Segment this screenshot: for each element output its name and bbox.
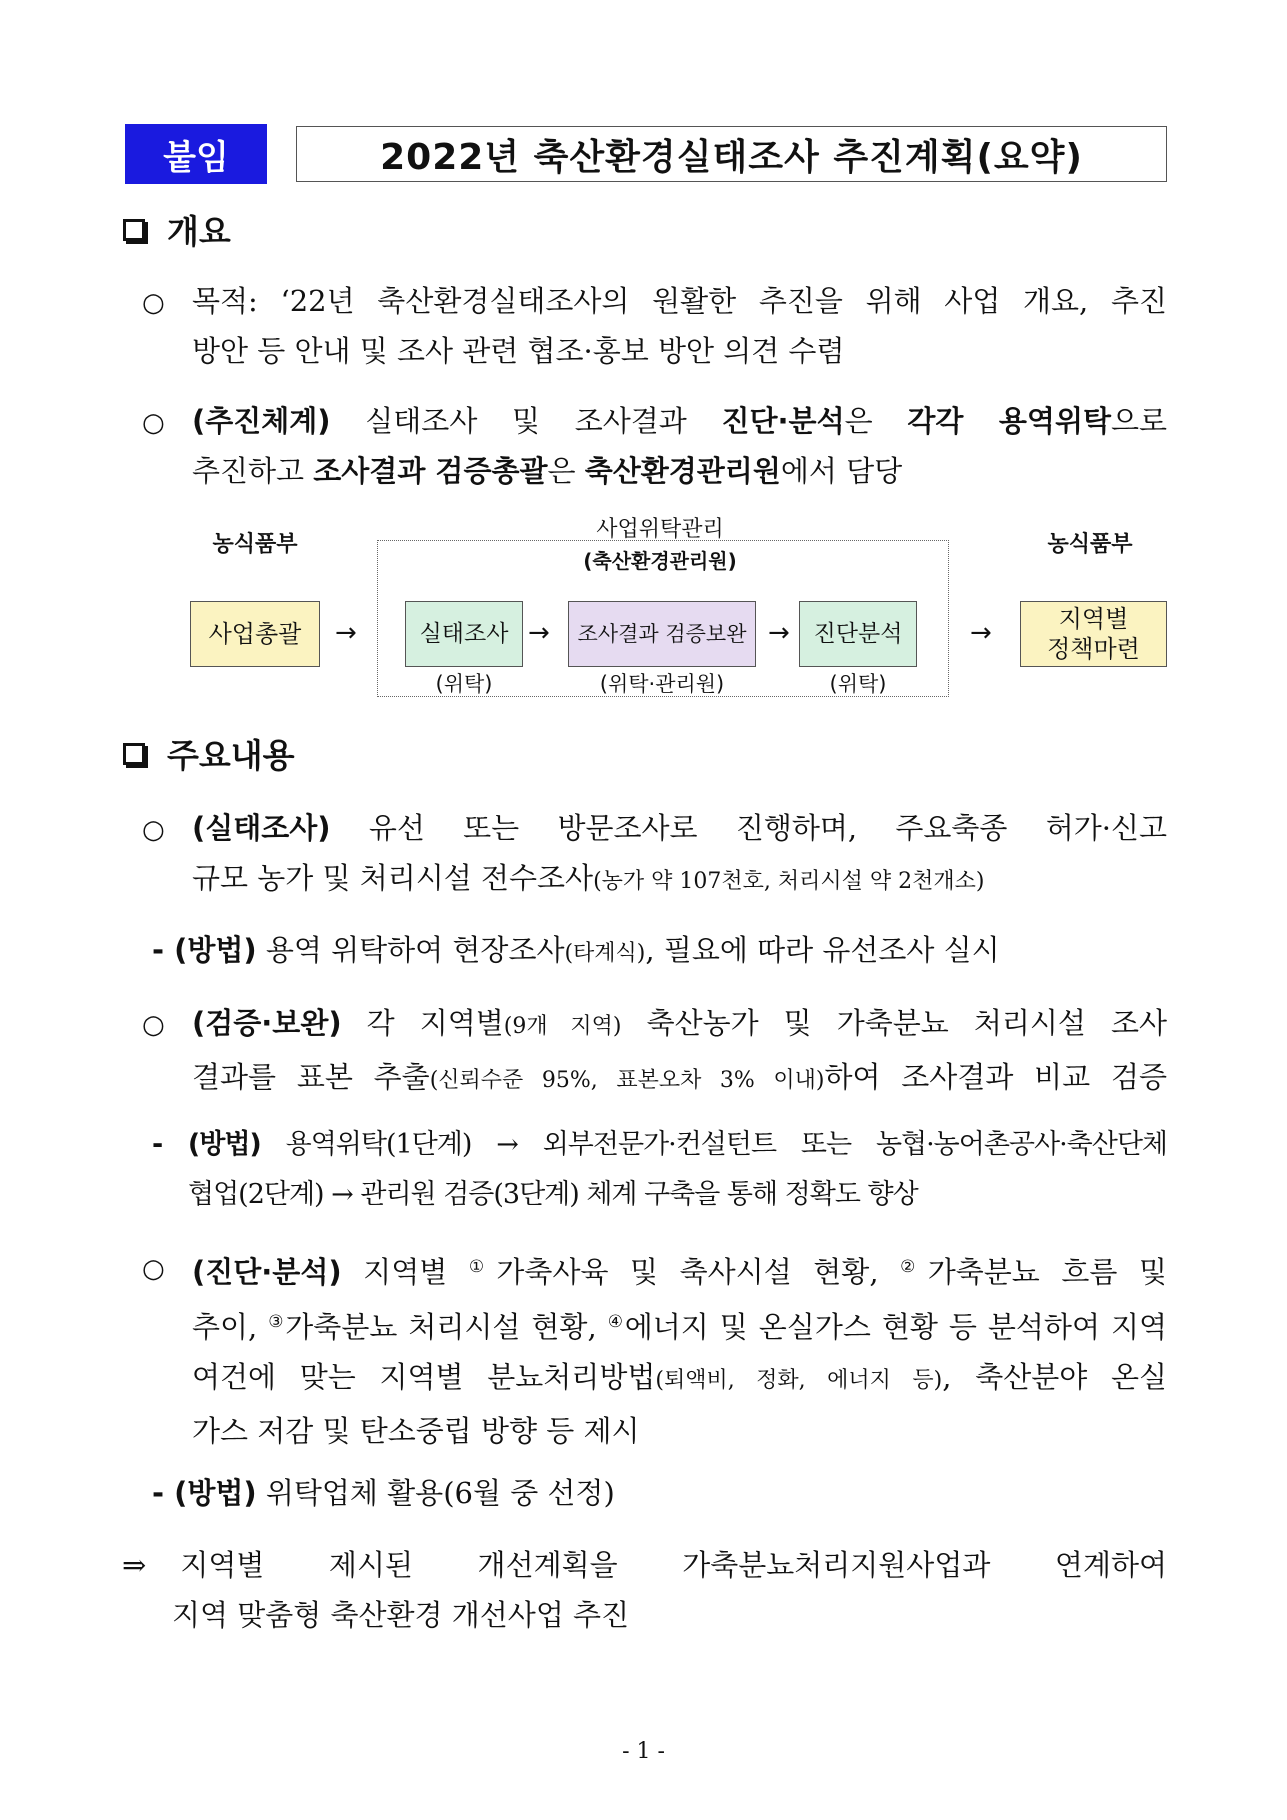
system-paragraph — [192, 396, 1167, 496]
conclusion-line-2: 지역 맞춤형 축산환경 개선사업 추진 — [172, 1598, 630, 1632]
sub-label-consign-agency: (위탁·관리원) — [599, 672, 725, 696]
conclusion-line-1: ⇒ 지역별 제시된 개선계획을 가축분뇨처리지원사업과 연계하여 — [122, 1548, 1167, 1582]
arrow-icon: → — [335, 618, 357, 648]
analysis-paragraph — [192, 1242, 1167, 1456]
box-field-survey: 실태조사 — [405, 601, 523, 667]
section-heading-text: 주요내용 — [167, 736, 295, 775]
box-regional-policy-line-2: 정책마련 — [1047, 635, 1140, 663]
verify-method-line-2: 협업(2단계) → 관리원 검증(3단계) 체계 구축을 통해 정확도 향상 — [188, 1179, 918, 1210]
verify-paragraph — [192, 998, 1167, 1106]
box-verification: 조사결과 검증보완 — [568, 601, 756, 667]
box-regional-policy-line-1: 지역별 — [1058, 605, 1129, 633]
implies-arrow-icon: ⇒ — [122, 1548, 147, 1582]
box-diagnosis: 진단분석 — [799, 601, 917, 667]
system-line-2: 추진하고 조사결과 검증총괄은 축산환경관리원에서 담당 — [192, 454, 903, 488]
attachment-badge: 붙임 — [125, 124, 267, 184]
verify-method-line-1: - (방법) 용역위탁(1단계) → 외부전문가·컨설턴트 또는 농협·농어촌공사·축산단체 — [152, 1129, 1168, 1160]
circle-bullet-icon: ○ — [142, 1010, 165, 1040]
survey-paragraph — [192, 803, 1167, 907]
survey-line-2: 규모 농가 및 처리시설 전수조사(농가 약 107천호, 처리시설 약 2천개소) — [192, 861, 985, 895]
survey-method: - (방법) 용역 위탁하여 현장조사(타계식), 필요에 따라 유선조사 실시 — [152, 933, 1000, 967]
section-heading-overview — [123, 206, 231, 253]
analysis-line-1: (진단·분석) 지역별 ①가축사육 및 축사시설 현황, ②가축분뇨 흐름 및 — [192, 1255, 1167, 1289]
purpose-line-1: 목적: ‘22년 축산환경실태조사의 원활한 추진을 위해 사업 개요, 추진 — [192, 284, 1167, 318]
box-regional-policy — [1020, 601, 1167, 667]
page-number: - 1 - — [622, 1739, 665, 1764]
arrow-icon: → — [970, 618, 992, 648]
circle-bullet-icon: ○ — [142, 408, 165, 438]
analysis-line-4: 가스 저감 및 탄소중립 방향 등 제시 — [192, 1414, 640, 1448]
right-ministry-label: 농식품부 — [1047, 532, 1133, 557]
left-ministry-label: 농식품부 — [212, 532, 298, 557]
conclusion — [122, 1540, 1167, 1640]
verify-line-2: 결과를 표본 추출(신뢰수준 95%, 표본오차 3% 이내)하여 조사결과 비교 검증 — [192, 1060, 1167, 1094]
verify-line-1: (검증·보완) 각 지역별(9개 지역) 축산농가 및 가축분뇨 처리시설 조사 — [192, 1006, 1167, 1040]
analysis-line-3: 여건에 맞는 지역별 분뇨처리방법(퇴액비, 정화, 에너지 등), 축산분야 온실 — [192, 1360, 1168, 1394]
sub-label-consign: (위탁) — [829, 672, 887, 696]
box-business-overall: 사업총괄 — [190, 601, 320, 667]
verify-method — [152, 1120, 1167, 1220]
purpose-line-2: 방안 등 안내 및 조사 관련 협조·홍보 방안 의견 수렴 — [192, 334, 845, 368]
arrow-icon: → — [768, 618, 790, 648]
circle-bullet-icon: ○ — [142, 815, 165, 845]
center-head-line-2: (축산환경관리원) — [583, 549, 737, 573]
document-title: 2022년 축산환경실태조사 추진계획(요약) — [296, 126, 1167, 182]
circle-bullet-icon: ○ — [142, 288, 165, 318]
section-heading-text: 개요 — [167, 212, 231, 251]
title-row — [125, 124, 1167, 184]
checkbox-square-icon — [123, 219, 145, 241]
checkbox-square-icon — [123, 743, 145, 765]
sub-label-consign: (위탁) — [435, 672, 493, 696]
purpose-paragraph — [192, 276, 1167, 376]
system-line-1: (추진체계) 실태조사 및 조사결과 진단·분석은 각각 용역위탁으로 — [192, 404, 1168, 438]
arrow-icon: → — [528, 618, 550, 648]
analysis-method: - (방법) 위탁업체 활용(6월 중 선정) — [152, 1476, 615, 1510]
section-heading-main-contents — [123, 730, 295, 777]
survey-line-1: (실태조사) 유선 또는 방문조사로 진행하며, 주요축종 허가·신고 — [192, 811, 1167, 845]
analysis-line-2: 추이, ③가축분뇨 처리시설 현황, ④에너지 및 온실가스 현황 등 분석하여 지역 — [192, 1310, 1167, 1344]
circle-bullet-icon: ○ — [142, 1254, 165, 1284]
center-head-line-1: 사업위탁관리 — [596, 517, 724, 542]
